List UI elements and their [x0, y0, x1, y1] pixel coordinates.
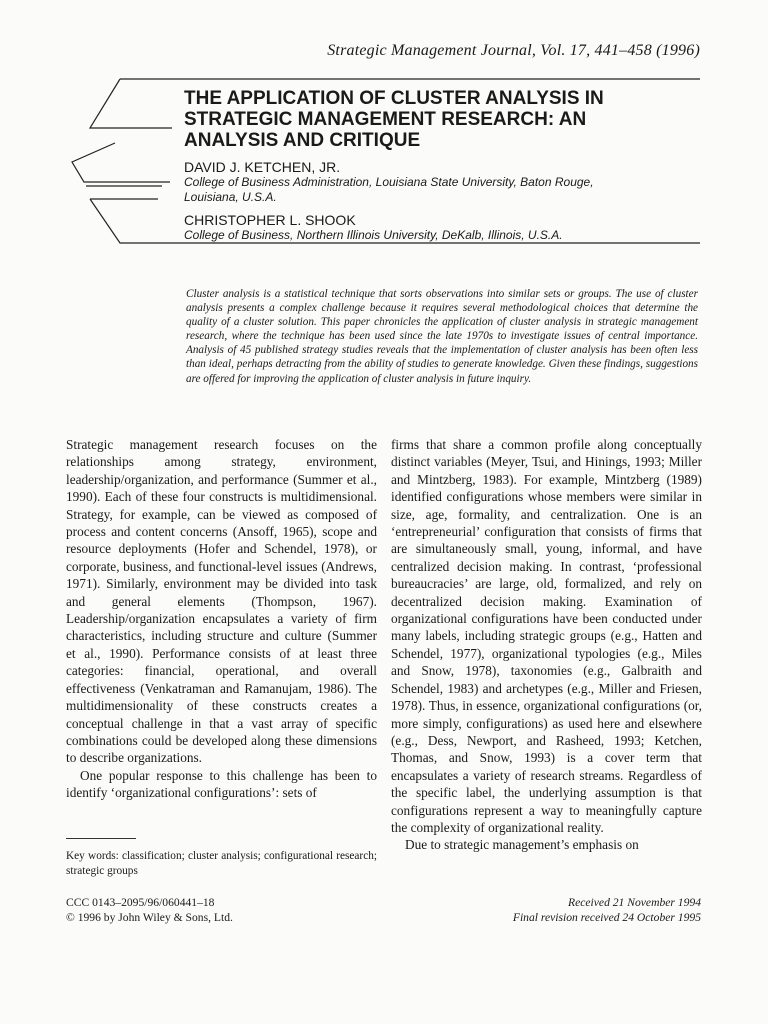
received-date: Received 21 November 1994 — [568, 896, 701, 909]
author-affiliation-1a: College of Business Administration, Louisiana State University, Baton Rouge, — [184, 175, 594, 189]
title-line-1: THE APPLICATION OF CLUSTER ANALYSIS IN — [184, 88, 604, 109]
abstract: Cluster analysis is a statistical technique that sorts observations into similar sets or groups. The use of cluster analysis presents a complex challenge because it requires several methodological choices that determine the quality of a cluster solution. This paper chronicles the application of cluster analysis in strategic management research, where the technique has been used since the late 1970s to investigate issues of central importance. Analysis of 45 published strategy studies reveals that the implementation of cluster analysis has been often less than ideal, perhaps detracting from the ability of studies to generate knowledge. Given these findings, suggestions are offered for improving the application of cluster analysis in future inquiry. — [186, 288, 698, 385]
body-paragraph: Strategic management research focuses on the relationships among strategy, environment, leadership/organization, and performance (Summer et al., 1990). Each of these four constructs is multidimensional. Strategy, for example, can be viewed as composed of process and content concerns (Ansoff, 1965), scope and resource deployments (Hofer and Schendel, 1978), or corporate, business, and functional-level issues (Andrews, 1971). Similarly, environment may be divided into task and general elements (Thompson, 1967). Leadership/organization encapsulates a variety of firm characteristics, including structure and culture (Summer et al., 1990). Performance consists of at least three categories: financial, operational, and overall effectiveness (Venkatraman and Ramanujam, 1986). The multidimensionality of these constructs creates a conceptual challenge in that a vast array of specific combinations could be developed along these dimensions to describe organizations. — [66, 437, 377, 766]
author-name-1: DAVID J. KETCHEN, JR. — [184, 159, 341, 175]
title-block — [184, 88, 704, 243]
copyright-block — [66, 895, 233, 925]
journal-reference: Strategic Management Journal, Vol. 17, 441–458 (1996) — [327, 42, 700, 59]
copyright-notice: © 1996 by John Wiley & Sons, Ltd. — [66, 911, 233, 924]
footnote-rule — [66, 838, 136, 839]
revision-date: Final revision received 24 October 1995 — [512, 911, 701, 924]
paper-title — [184, 88, 704, 151]
author-affiliation-2: College of Business, Northern Illinois University, DeKalb, Illinois, U.S.A. — [184, 228, 563, 242]
body-column-left — [66, 436, 377, 802]
received-dates — [513, 895, 701, 925]
title-line-2: STRATEGIC MANAGEMENT RESEARCH: AN — [184, 109, 587, 130]
body-column-right — [391, 436, 702, 854]
body-paragraph: Due to strategic management’s emphasis on — [405, 837, 639, 853]
title-line-3: ANALYSIS AND CRITIQUE — [184, 130, 421, 151]
body-paragraph: firms that share a common profile along conceptually distinct variables (Meyer, Tsui, and Hinings, 1993; Miller and Mintzberg, 1983). For example, Mintzberg (1989) identified configurations whose members were similar in size, age, formality, and centralization. One is an ‘entrepreneurial’ configuration that consists of firms that are simultaneously small, young, informal, and have centralized decision making. In contrast, ‘professional bureaucracies’ are large, old, formalized, and rely on decentralized decision making. Examination of organizational configurations have been conducted under many labels, including strategic groups (e.g., Hatten and Schendel, 1977), organizational typologies (e.g., Miles and Snow, 1978), taxonomies (e.g., Galbraith and Schendel, 1983) and archetypes (e.g., Miller and Friesen, 1978). Thus, in essence, organizational configurations (or, more simply, configurations) as used here and elsewhere (e.g., Dess, Newport, and Rasheed, 1993; Ketchen, Thomas, and Snow, 1993) is a cover term that encapsulates a variety of research streams. Regardless of the specific label, the underlying assumption is that configurations represent a way to meaningfully capture the complexity of organizational reality. — [391, 437, 702, 835]
ccc-code: CCC 0143–2095/96/060441–18 — [66, 896, 215, 909]
keywords-footnote: Key words: classification; cluster analysis; configurational research; strategic groups — [66, 850, 377, 877]
body-paragraph: One popular response to this challenge has been to identify ‘organizational configurations’: sets of — [66, 767, 377, 801]
author-name-2: CHRISTOPHER L. SHOOK — [184, 212, 356, 228]
author-affiliation-1b: Louisiana, U.S.A. — [184, 190, 277, 204]
